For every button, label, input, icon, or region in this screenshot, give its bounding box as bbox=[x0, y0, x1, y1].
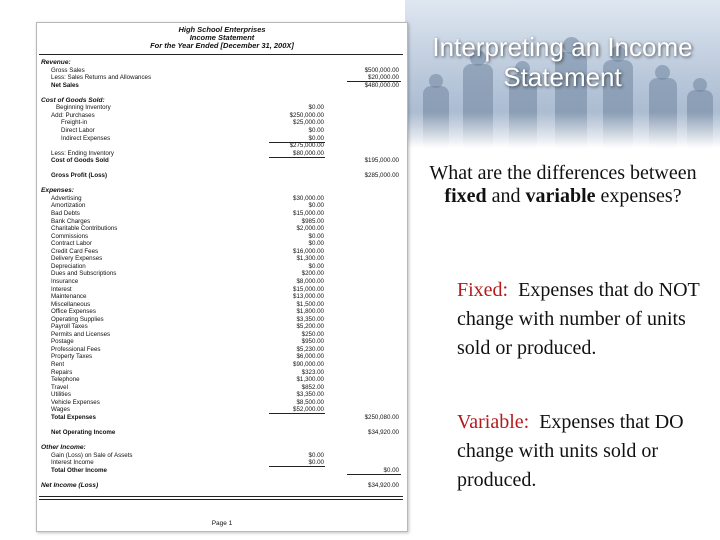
row-amount: $5,200.00 bbox=[296, 323, 324, 331]
row-amount: $16,000.00 bbox=[293, 247, 324, 255]
row-amount: $0.00 bbox=[308, 232, 324, 240]
row-amount: $0.00 bbox=[308, 134, 324, 142]
row-amount: $0.00 bbox=[308, 202, 324, 210]
row-amount: $250.00 bbox=[301, 330, 324, 338]
row-label: Net Sales bbox=[51, 81, 79, 89]
row-amount: $52,000.00 bbox=[293, 406, 324, 414]
row-label: Charitable Contributions bbox=[51, 225, 118, 233]
row-label: Direct Labor bbox=[61, 126, 95, 134]
row-amount: $80,000.00 bbox=[293, 149, 324, 157]
row-amount: $1,300.00 bbox=[296, 255, 324, 263]
row-label: Office Expenses bbox=[51, 308, 96, 316]
row-amount: $25,000.00 bbox=[293, 119, 324, 127]
row-amount: $90,000.00 bbox=[293, 361, 324, 368]
row-label: Depreciation bbox=[51, 262, 86, 270]
row-label: Maintenance bbox=[51, 293, 87, 301]
row-label: Credit Card Fees bbox=[51, 247, 99, 255]
row-amount: $15,000.00 bbox=[293, 210, 324, 217]
row-label: Bad Debts bbox=[51, 210, 80, 217]
row-amount: $13,000.00 bbox=[293, 293, 324, 301]
row-label: Amortization bbox=[51, 202, 86, 210]
row-label: Advertising bbox=[51, 194, 82, 202]
page-footer: Page 1 bbox=[211, 520, 233, 527]
row-amount: $3,350.00 bbox=[296, 315, 324, 323]
header-rule bbox=[39, 54, 403, 55]
bottom-rule-double bbox=[39, 499, 403, 500]
row-label: Cost of Goods Sold bbox=[51, 157, 109, 165]
income-statement-document bbox=[36, 22, 408, 532]
row-amount: $323.00 bbox=[301, 368, 324, 376]
row-label: Miscellaneous bbox=[51, 300, 91, 308]
row-amount: $950.00 bbox=[301, 338, 324, 346]
row-total: $195,000.00 bbox=[364, 157, 399, 165]
row-amount: $0.00 bbox=[308, 262, 324, 270]
row-label: Net Income (Loss) bbox=[41, 481, 99, 489]
row-label: Bank Charges bbox=[51, 217, 91, 225]
row-amount: $1,500.00 bbox=[296, 300, 324, 308]
row-label: Repairs bbox=[51, 368, 73, 376]
row-total: $34,920.00 bbox=[368, 428, 399, 436]
row-label: Payroll Taxes bbox=[51, 323, 88, 331]
question-text bbox=[418, 162, 708, 208]
row-label: Commissions bbox=[51, 232, 89, 240]
row-amount: $15,000.00 bbox=[293, 285, 324, 293]
row-label: Delivery Expenses bbox=[51, 255, 103, 263]
row-label: Professional Fees bbox=[51, 345, 101, 353]
row-total: $20,000.00 bbox=[368, 74, 399, 82]
bottom-rule bbox=[39, 496, 403, 497]
row-total: $0.00 bbox=[383, 466, 399, 474]
row-label: Property Taxes bbox=[51, 353, 93, 361]
row-amount: $0.00 bbox=[308, 459, 324, 467]
row-amount: $5,230.00 bbox=[296, 345, 324, 353]
row-amount: $6,000.00 bbox=[296, 353, 324, 361]
row-amount: $0.00 bbox=[308, 126, 324, 134]
company-name: High School Enterprises bbox=[178, 25, 266, 34]
statement-row bbox=[37, 482, 407, 490]
row-label: Utilities bbox=[51, 391, 71, 399]
row-label: Less: Ending Inventory bbox=[51, 149, 114, 157]
statement-period: For the Year Ended [December 31, 200X] bbox=[150, 41, 294, 50]
row-amount: $852.00 bbox=[301, 383, 324, 391]
row-label: Vehicle Expenses bbox=[51, 398, 100, 406]
row-label: Contract Labor bbox=[51, 240, 92, 248]
row-label: Add: Purchases bbox=[51, 111, 95, 119]
row-label: Gain (Loss) on Sale of Assets bbox=[51, 451, 133, 459]
row-label: Gross Profit (Loss) bbox=[51, 172, 108, 180]
variable-definition-text: Expenses that DO change with units sold or produced. bbox=[457, 411, 684, 491]
row-label: Telephone bbox=[51, 376, 80, 384]
row-label: Total Expenses bbox=[51, 413, 96, 421]
row-amount: $8,500.00 bbox=[296, 398, 324, 406]
variable-definition bbox=[457, 408, 707, 495]
row-label: Wages bbox=[51, 406, 71, 414]
row-label: Total Other Income bbox=[51, 466, 107, 474]
statement-name: Income Statement bbox=[189, 33, 255, 42]
question-after: expenses? bbox=[595, 185, 682, 207]
row-label: Net Operating Income bbox=[51, 428, 116, 436]
row-total: $285,000.00 bbox=[364, 172, 399, 180]
fixed-definition bbox=[457, 276, 707, 363]
row-amount: $3,350.00 bbox=[296, 391, 324, 399]
fixed-term: Fixed: bbox=[457, 279, 509, 301]
row-amount: $0.00 bbox=[308, 104, 324, 112]
row-label: Interest bbox=[51, 285, 72, 293]
row-label: Other Income: bbox=[41, 444, 86, 452]
row-amount: $250,000.00 bbox=[289, 111, 324, 119]
row-label: Cost of Goods Sold: bbox=[41, 96, 105, 104]
row-label: Insurance bbox=[51, 277, 79, 285]
question-before: What are the differences between bbox=[429, 162, 697, 184]
row-amount: $1,300.00 bbox=[296, 376, 324, 384]
row-total: $34,920.00 bbox=[368, 481, 399, 489]
row-label: Revenue: bbox=[41, 59, 71, 66]
row-amount: $275,000.00 bbox=[289, 142, 324, 150]
row-label: Beginning Inventory bbox=[56, 104, 111, 112]
row-amount: $1,800.00 bbox=[296, 308, 324, 316]
row-label: Permits and Licenses bbox=[51, 330, 111, 338]
row-label: Rent bbox=[51, 361, 65, 368]
row-label: Expenses: bbox=[41, 187, 74, 195]
row-label: Dues and Subscriptions bbox=[51, 270, 117, 278]
row-label: Indirect Expenses bbox=[61, 134, 111, 142]
row-total: $480,000.00 bbox=[364, 81, 399, 89]
fixed-definition-text: Expenses that do NOT change with number of units sold or produced. bbox=[457, 279, 700, 359]
row-label: Interest Income bbox=[51, 459, 94, 467]
row-amount: $30,000.00 bbox=[293, 194, 324, 202]
row-total: $500,000.00 bbox=[364, 66, 399, 74]
question-variable: variable bbox=[525, 185, 596, 207]
slide-title: Interpreting an Income Statement bbox=[432, 32, 693, 92]
row-amount: $0.00 bbox=[308, 451, 324, 459]
row-label: Gross Sales bbox=[51, 66, 85, 74]
row-amount: $8,000.00 bbox=[296, 277, 324, 285]
row-amount: $200.00 bbox=[301, 270, 324, 278]
row-label: Less: Sales Returns and Allowances bbox=[51, 74, 152, 82]
row-amount: $0.00 bbox=[308, 240, 324, 248]
row-total: $250,080.00 bbox=[364, 413, 399, 421]
row-label: Operating Supplies bbox=[51, 315, 104, 323]
row-amount: $985.00 bbox=[301, 217, 324, 225]
row-label: Travel bbox=[51, 383, 68, 391]
row-amount: $2,000.00 bbox=[296, 225, 324, 233]
question-fixed: fixed bbox=[444, 185, 487, 207]
variable-term: Variable: bbox=[457, 411, 530, 433]
row-label: Freight-in bbox=[61, 119, 88, 127]
question-and: and bbox=[486, 185, 526, 207]
row-label: Postage bbox=[51, 338, 74, 346]
